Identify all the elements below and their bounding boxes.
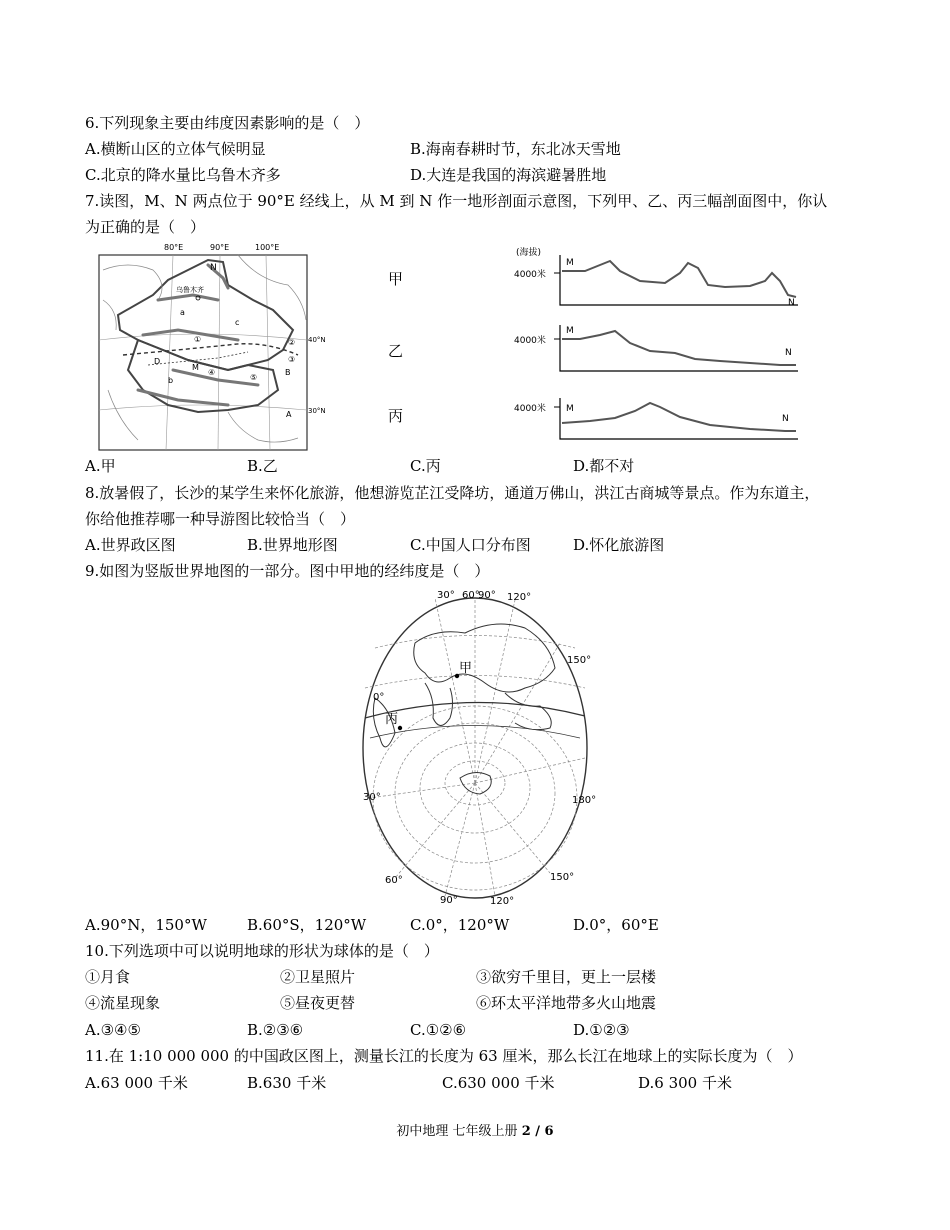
q10-item-1: ①月食 bbox=[85, 968, 131, 986]
profile-altitude-title: (海拔) bbox=[516, 248, 542, 258]
map-circled-2: ② bbox=[288, 338, 296, 347]
footer-text: 初中地理 七年级上册 bbox=[396, 1124, 518, 1139]
profile-bing-m: M bbox=[566, 404, 574, 414]
map-letter-m: M bbox=[192, 363, 199, 372]
profile-jia-n: N bbox=[788, 298, 795, 308]
q10-option-a: A.③④⑤ bbox=[85, 1021, 141, 1039]
map-circled-5: ⑤ bbox=[250, 373, 258, 382]
map-letter-n: N bbox=[210, 263, 217, 273]
q9-globe-map bbox=[355, 588, 595, 908]
q7-option-a: A.甲 bbox=[85, 457, 116, 475]
q10-stem: 10.下列选项中可以说明地球的形状为球体的是（ ） bbox=[85, 942, 439, 960]
globe-bottom-60: 60° bbox=[385, 875, 403, 886]
globe-side-180: 180° bbox=[572, 795, 597, 806]
q10-item-6: ⑥环太平洋地带多火山地震 bbox=[476, 994, 657, 1012]
map-lon-100: 100°E bbox=[255, 243, 280, 252]
profile-yi-tick: 4000米 bbox=[514, 336, 546, 346]
globe-side-150: 150° bbox=[567, 655, 592, 666]
q9-stem: 9.如图为竖版世界地图的一部分。图中甲地的经纬度是（ ） bbox=[85, 562, 490, 580]
q10-item-3: ③欲穷千里目，更上一层楼 bbox=[476, 968, 657, 986]
profile-label-jia: 甲 bbox=[388, 270, 404, 288]
q10-item-4: ④流星现象 bbox=[85, 994, 161, 1012]
globe-side-30: 30° bbox=[363, 792, 381, 803]
q6-option-a: A.横断山区的立体气候明显 bbox=[85, 140, 266, 158]
q11-option-a: A.63 000 千米 bbox=[85, 1074, 188, 1092]
globe-bottom-90: 90° bbox=[440, 895, 458, 906]
map-lat-40: 40°N bbox=[308, 336, 326, 344]
q9-option-a: A.90°N，150°W bbox=[85, 916, 207, 934]
q11-option-c: C.630 000 千米 bbox=[442, 1074, 555, 1092]
q8-stem-line1: 8.放暑假了，长沙的某学生来怀化旅游，他想游览芷江受降坊，通道万佛山，洪江古商城等景点。作为东道主， bbox=[85, 484, 820, 502]
q11-stem: 11.在 1:10 000 000 的中国政区图上，测量长江的长度为 63 厘米，那么长江在地球上的实际长度为（ ） bbox=[85, 1047, 803, 1065]
globe-top-120: 120° bbox=[507, 592, 532, 603]
profile-yi-n: N bbox=[785, 348, 792, 358]
globe-side-0: 0° bbox=[373, 692, 385, 703]
map-letter-d: D bbox=[154, 357, 161, 366]
q7-option-d: D.都不对 bbox=[573, 457, 635, 475]
q7-china-west-map bbox=[98, 240, 326, 452]
map-letter-a: a bbox=[180, 308, 185, 317]
profile-label-bing: 丙 bbox=[388, 407, 404, 425]
q9-option-d: D.0°，60°E bbox=[573, 916, 659, 934]
q9-option-c: C.0°，120°W bbox=[410, 916, 510, 934]
page-footer bbox=[0, 1120, 950, 1139]
q8-option-a: A.世界政区图 bbox=[85, 536, 176, 554]
globe-bottom-120: 120° bbox=[490, 896, 515, 907]
q11-option-b: B.630 千米 bbox=[247, 1074, 327, 1092]
q10-item-5: ⑤昼夜更替 bbox=[280, 994, 356, 1012]
globe-top-90: 90° bbox=[478, 590, 496, 601]
q8-option-d: D.怀化旅游图 bbox=[573, 536, 665, 554]
q11-option-d: D.6 300 千米 bbox=[638, 1074, 732, 1092]
q8-option-c: C.中国人口分布图 bbox=[410, 536, 531, 554]
map-letter-b-upper: B bbox=[285, 368, 291, 377]
profile-label-yi: 乙 bbox=[388, 342, 404, 360]
q9-option-b: B.60°S，120°W bbox=[247, 916, 367, 934]
q6-option-d: D.大连是我国的海滨避暑胜地 bbox=[410, 166, 607, 184]
globe-top-60: 60° bbox=[462, 590, 480, 601]
map-letter-c: c bbox=[235, 318, 240, 327]
map-lon-90: 90°E bbox=[210, 243, 230, 252]
q7-option-c: C.丙 bbox=[410, 457, 441, 475]
q6-option-c: C.北京的降水量比乌鲁木齐多 bbox=[85, 166, 281, 184]
map-letter-a-upper: A bbox=[286, 410, 292, 419]
footer-page-number: 2 / 6 bbox=[521, 1124, 554, 1139]
map-lon-80: 80°E bbox=[164, 243, 184, 252]
map-label-urumqi: 乌鲁木齐 bbox=[176, 286, 204, 294]
q10-option-c: C.①②⑥ bbox=[410, 1021, 467, 1039]
profile-yi-m: M bbox=[566, 326, 574, 336]
profile-bing-n: N bbox=[782, 414, 789, 424]
globe-bottom-150: 150° bbox=[550, 872, 575, 883]
q8-option-b: B.世界地形图 bbox=[247, 536, 338, 554]
map-letter-b: b bbox=[168, 376, 174, 385]
map-circled-4: ④ bbox=[208, 368, 216, 377]
profile-bing-tick: 4000米 bbox=[514, 404, 546, 414]
map-circled-1: ① bbox=[194, 335, 202, 344]
globe-label-jia: 甲 bbox=[459, 661, 473, 676]
profile-jia-tick: 4000米 bbox=[514, 270, 546, 280]
q8-stem-line2: 你给他推荐哪一种导游图比较恰当（ ） bbox=[85, 510, 356, 528]
profile-jia-m: M bbox=[566, 258, 574, 268]
map-circled-3: ③ bbox=[288, 355, 296, 364]
q10-option-d: D.①②③ bbox=[573, 1021, 630, 1039]
map-lat-30: 30°N bbox=[308, 407, 326, 415]
q7-stem-line2: 为正确的是（ ） bbox=[85, 218, 206, 236]
q7-stem-line1: 7.读图，M、N 两点位于 90°E 经线上，从 M 到 N 作一地形剖面示意图，下列甲、乙、丙三幅剖面图中，你认 bbox=[85, 192, 828, 210]
q10-item-2: ②卫星照片 bbox=[280, 968, 356, 986]
globe-top-30: 30° bbox=[437, 590, 455, 601]
q6-option-b: B.海南春耕时节，东北冰天雪地 bbox=[410, 140, 621, 158]
q6-stem: 6.下列现象主要由纬度因素影响的是（ ） bbox=[85, 114, 370, 132]
q7-option-b: B.乙 bbox=[247, 457, 278, 475]
globe-label-bing: 丙 bbox=[385, 712, 399, 727]
q7-profile-charts bbox=[510, 243, 802, 443]
q10-option-b: B.②③⑥ bbox=[247, 1021, 304, 1039]
globe-point-bing bbox=[398, 726, 402, 730]
